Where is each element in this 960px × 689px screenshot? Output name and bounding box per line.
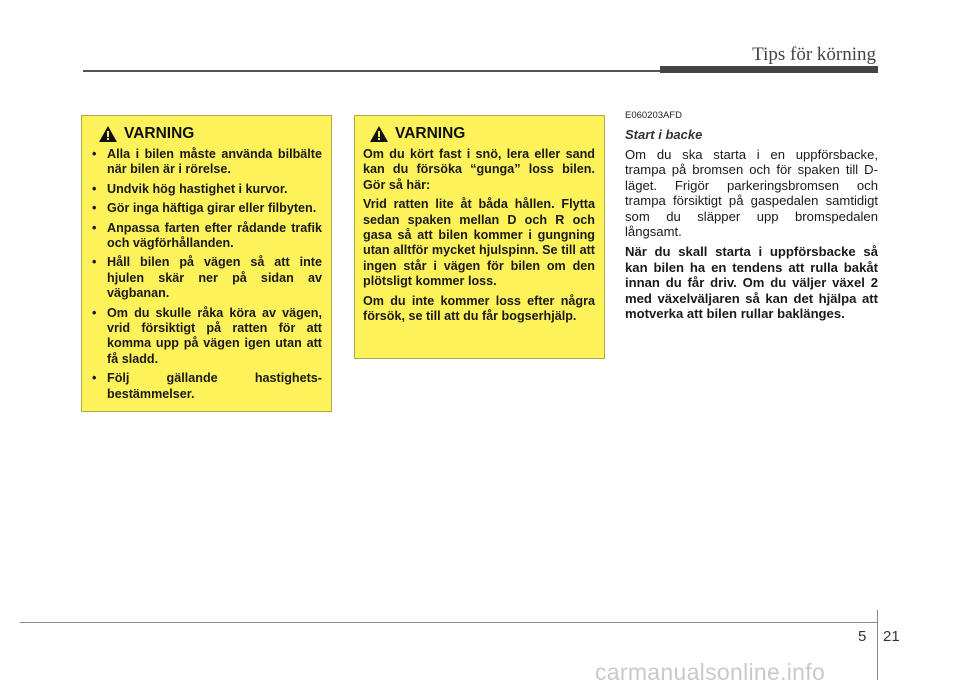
list-item: • Följ gällande hastighets-bestämmelser. [92,371,322,402]
section-body: Om du ska starta i en uppförsbacke, trampa på bromsen och för spaken till D-läget. Frigör parkeringsbromsen och trampa försiktigt på gaspedalen samtidigt som du släpper upp bromspedalen långsamt. [625,147,878,240]
page-header-title: Tips för körning [752,44,876,65]
watermark: carmanualsonline.info [595,659,826,685]
warning-title: VARNING [124,125,195,142]
list-item: • Undvik hög hastighet i kurvor. [92,182,322,197]
warning-title: VARNING [395,125,466,142]
warning-box-middle [354,115,605,359]
footer-divider [877,610,878,680]
list-item: • Gör inga häftiga girar eller filbyten. [92,201,322,216]
footer-rule [20,622,878,623]
warning-header [98,125,322,143]
warning-paragraph: Om du inte kommer loss efter några försök, se till att du får bogserhjälp. [363,293,595,324]
section-subtitle: Start i backe [625,127,703,142]
page-number: 21 [883,628,900,645]
warning-paragraph: Om du kört fast i snö, lera eller sand kan du försöka “gunga” loss bilen. Gör så här: [363,147,595,192]
warning-box-left [81,115,332,412]
list-item: • Alla i bilen måste använda bilbälte när bilen är i rörelse. [92,147,322,178]
section-start-i-backe [625,110,878,326]
list-item: • Anpassa farten efter rådande trafik och vägförhållanden. [92,221,322,252]
chapter-number: 5 [858,628,867,645]
list-item: • Håll bilen på vägen så att inte hjulen skär ner på sidan av vägbanan. [92,255,322,301]
list-item: • Om du skulle råka köra av vägen, vrid försiktigt på ratten för att komma upp på vägen igen utan att få sladd. [92,306,322,368]
warning-triangle-icon [98,125,118,143]
warning-header [369,125,595,143]
warning-list [92,147,322,402]
section-body-bold: När du skall starta i uppförsbacke så kan bilen ha en tendens att rulla bakåt innan du får driv. Om du väljer växel 2 med växelväljaren så kan det hjälpa att motverka att bilen rullar baklänges. [625,244,878,322]
warning-paragraph: Vrid ratten lite åt båda hållen. Flytta sedan spaken mellan D och R och gasa så att bilen kommer i gungning utan alltför mycket hjulspinn. Se till att ingen står i vägen för bilen om den plötsligt kommer loss. [363,197,595,289]
warning-triangle-icon [369,125,389,143]
section-code: E060203AFD [625,110,683,121]
header-bar [660,66,878,73]
